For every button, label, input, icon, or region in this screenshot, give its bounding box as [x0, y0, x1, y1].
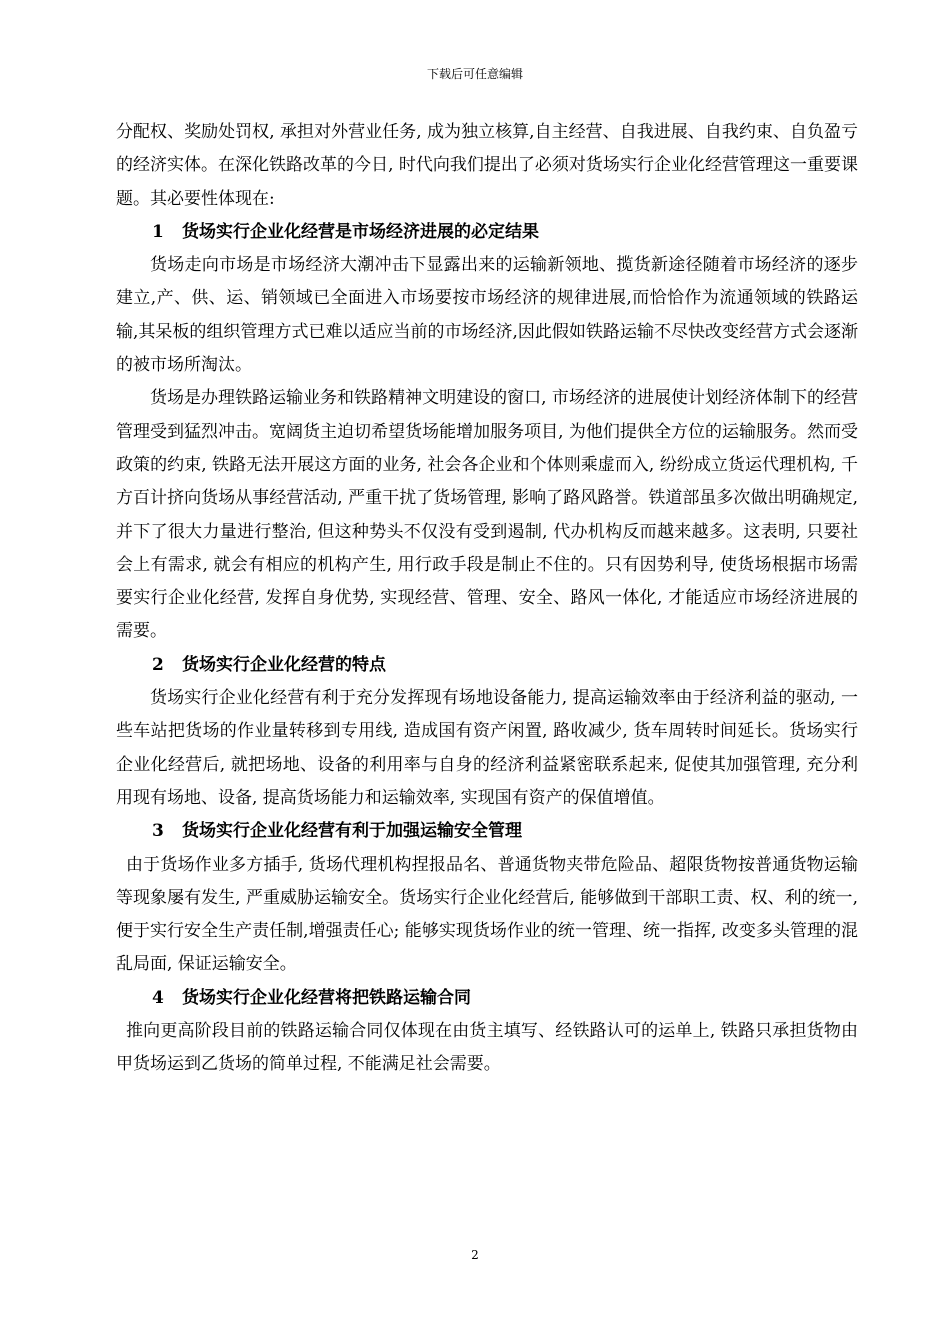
section-number: 1 — [152, 221, 164, 242]
section-number: 4 — [152, 987, 164, 1008]
document-body — [116, 116, 858, 1082]
section-title: 货场实行企业化经营将把铁路运输合同 — [182, 987, 471, 1008]
page-header: 下载后可任意编辑 — [426, 67, 523, 81]
paragraph: 货场是办理铁路运输业务和铁路精神文明建设的窗口, 市场经济的进展使计划经济体制下的经营管理受到猛烈冲击。宽阔货主迫切希望货场能增加服务项目, 为他们提供全方位的运输服务。然而受政策的约束, 铁路无法开展这方面的业务, 社会各企业和个体则乘虚而入, 纷纷成立货运代理机构, 千方百计挤向货场从事经营活动, 严重干扰了货场管理, 影响了路风路誉。铁道部虽多次做出明确规定, 并下了很大力量进行整治, 但这种势头不仅没有受到遏制, 代办机构反而越来越多。这表明, 只要社会上有需求, 就会有相应的机构产生, 用行政手段是制止不住的。只有因势利导, 使货场根据市场需要实行企业化经营, 发挥自身优势, 实现经营、管理、安全、路风一体化, 才能适应市场经济进展的需要。 — [116, 388, 858, 642]
paragraph: 货场实行企业化经营有利于充分发挥现有场地设备能力, 提高运输效率由于经济利益的驱动, 一些车站把货场的作业量转移到专用线, 造成国有资产闲置, 路收减少, 货车周转时间延长。货场实行企业化经营后, 就把场地、设备的利用率与自身的经济利益紧密联系起来, 促使其加强管理, 充分利用现有场地、设备, 提高货场能力和运输效率, 实现国有资产的保值增值。 — [116, 688, 858, 808]
section-heading-4 — [116, 982, 858, 1015]
section-number: 3 — [152, 821, 164, 842]
section-heading-1 — [116, 216, 858, 249]
section-heading-2 — [116, 649, 858, 682]
paragraph: 推向更高阶段目前的铁路运输合同仅体现在由货主填写、经铁路认可的运单上, 铁路只承担货物由甲货场运到乙货场的简单过程, 不能满足社会需要。 — [116, 1021, 858, 1075]
section-heading-3 — [116, 815, 858, 848]
section-title: 货场实行企业化经营的特点 — [182, 654, 386, 675]
section-title: 货场实行企业化经营是市场经济进展的必定结果 — [182, 221, 539, 242]
paragraph: 由于货场作业多方插手, 货场代理机构捏报品名、普通货物夹带危险品、超限货物按普通货物运输等现象屡有发生, 严重威胁运输安全。货场实行企业化经营后, 能够做到干部职工责、权、利的统一, 便于实行安全生产责任制,增强责任心; 能够实现货场作业的统一管理、统一指挥, 改变多头管理的混乱局面, 保证运输安全。 — [116, 854, 858, 975]
section-number: 2 — [152, 654, 164, 675]
page-number: 2 — [471, 1248, 479, 1262]
paragraph-intro: 分配权、奖励处罚权, 承担对外营业任务, 成为独立核算,自主经营、自我进展、自我约束、自负盈亏的经济实体。在深化铁路改革的今日, 时代向我们提出了必须对货场实行企业化经营管理这一重要课题。其必要性体现在: — [116, 122, 858, 209]
paragraph: 货场走向市场是市场经济大潮冲击下显露出来的运输新领地、揽货新途径随着市场经济的逐步建立,产、供、运、销领域已全面进入市场要按市场经济的规律进展,而恰恰作为流通领域的铁路运输,其呆板的组织管理方式已难以适应当前的市场经济,因此假如铁路运输不尽快改变经营方式会逐渐的被市场所淘汰。 — [116, 255, 858, 376]
section-title: 货场实行企业化经营有利于加强运输安全管理 — [182, 821, 522, 842]
